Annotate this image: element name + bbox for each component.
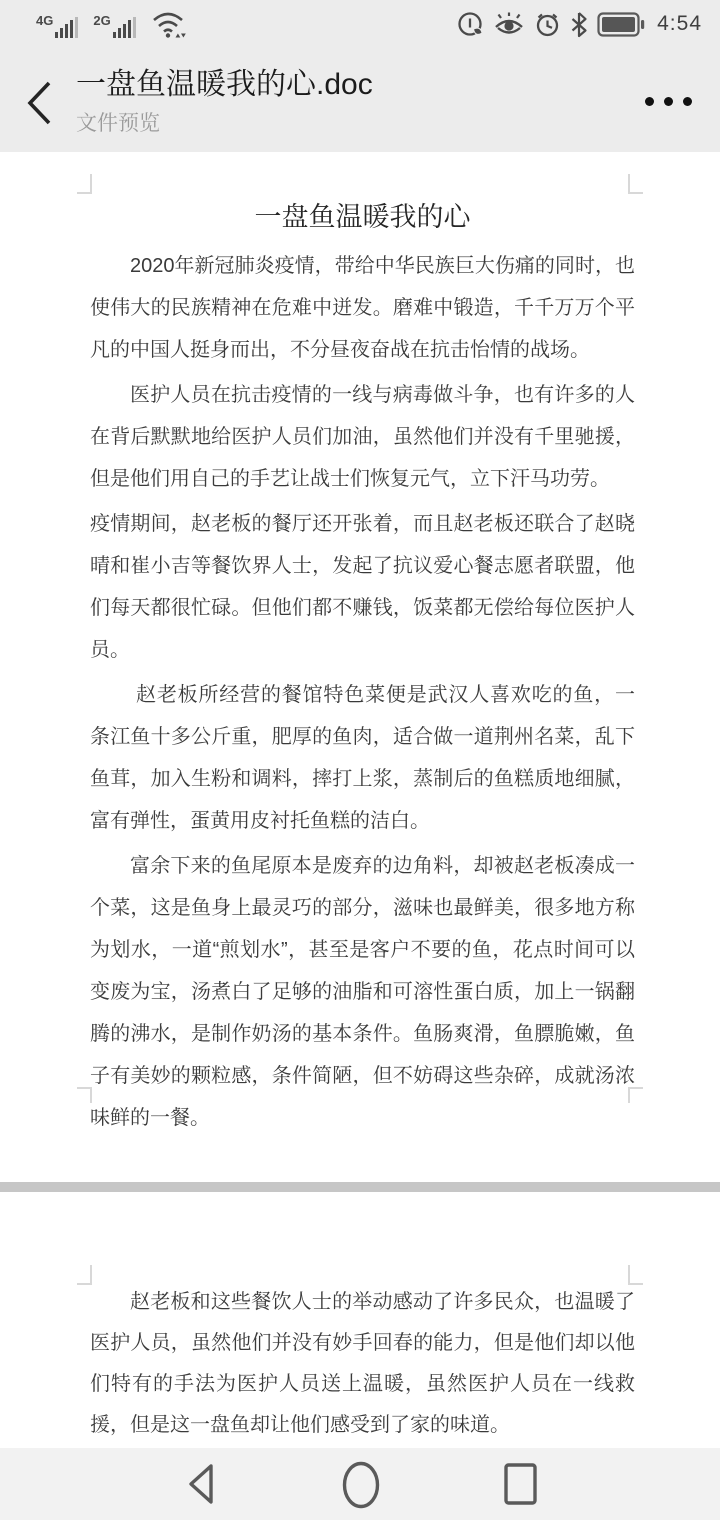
signal-bars-icon [113,12,139,40]
signal-bars-icon [55,12,81,40]
network-2g [93,12,138,40]
network-4g [36,12,81,40]
file-title: 一盘鱼温暖我的心.doc [76,68,373,101]
top-bar [0,0,720,152]
file-preview-label: 文件预览 [76,112,160,135]
network-4g-label: 4G [36,12,54,28]
nav-recents-button[interactable] [502,1460,540,1513]
crop-mark-top-right [628,174,643,194]
back-button[interactable] [20,78,60,128]
doc-title: 一盘鱼温暖我的心 [254,202,471,232]
nav-back-button[interactable] [183,1460,219,1513]
alarm-icon [534,11,561,38]
document-page-1[interactable] [0,152,720,1182]
crop-mark-top-left [77,1265,92,1285]
eye-comfort-icon [493,11,525,38]
crop-mark-top-right [628,1265,643,1285]
android-nav-bar [0,1448,720,1520]
dot-icon [645,97,654,106]
nav-home-button[interactable] [340,1460,382,1515]
page-separator [0,1182,720,1192]
crop-mark-bottom-left [77,1087,92,1103]
dot-icon [664,97,673,106]
status-bar [0,0,720,46]
wifi-icon [151,9,187,39]
doc-paragraph: 2020年新冠肺炎疫情，带给中华民族巨大伤痛的同时，也使伟大的民族精神在危难中迸发。磨难中锻造，千千万万个平凡的中国人挺身而出，不分昼夜奋战在抗击怡情的战场。 [90,255,635,361]
power-saving-icon [457,11,484,38]
document-page-2[interactable] [0,1192,720,1448]
doc-paragraph: 疫情期间，赵老板的餐厅还开张着，而且赵老板还联合了赵晓晴和崔小吉等餐饮界人士，发起了抗议爱心餐志愿者联盟，他们每天都很忙碌。但他们都不赚钱，饭菜都无偿给每位医护人员。 [90,513,635,661]
more-menu-button[interactable] [640,88,696,114]
battery-icon [597,12,645,37]
dot-icon [683,97,692,106]
doc-paragraph: 赵老板和这些餐饮人士的举动感动了许多民众，也温暖了医护人员，虽然他们并没有妙手回春的能力，但是他们却以他们特有的手法为医护人员送上温暖，虽然医护人员在一线救援，但是这一盘鱼却让他们感受到了家的味道。 [90,1291,635,1436]
network-2g-label: 2G [93,12,111,28]
crop-mark-bottom-right [628,1087,643,1103]
doc-paragraph: 赵老板所经营的餐馆特色菜便是武汉人喜欢吃的鱼，一条江鱼十多公斤重，肥厚的鱼肉，适合做一道荆州名菜，乱下鱼茸，加入生粉和调料，摔打上浆，蒸制后的鱼糕质地细腻，富有弹性，蛋黄用皮衬托鱼糕的洁白。 [90,684,635,832]
crop-mark-top-left [77,174,92,194]
doc-paragraph: 富余下来的鱼尾原本是废弃的边角料，却被赵老板凑成一个菜，这是鱼身上最灵巧的部分，滋味也最鲜美，很多地方称为划水，一道“煎划水”，甚至是客户不要的鱼，花点时间可以变废为宝，汤煮白了足够的油脂和可溶性蛋白质，加上一锅翻腾的沸水，是制作奶汤的基本条件。鱼肠爽滑，鱼膘脆嫩，鱼子有美妙的颗粒感，条件简陋，但不妨碍这些杂碎，成就汤浓味鲜的一餐。 [90,855,635,1129]
doc-paragraph: 医护人员在抗击疫情的一线与病毒做斗争，也有许多的人在背后默默地给医护人员们加油，虽然他们并没有千里驰援，但是他们用自己的手艺让战士们恢复元气，立下汗马功劳。 [90,384,635,490]
bluetooth-icon [570,11,588,38]
clock-time: 4:54 [657,12,702,35]
